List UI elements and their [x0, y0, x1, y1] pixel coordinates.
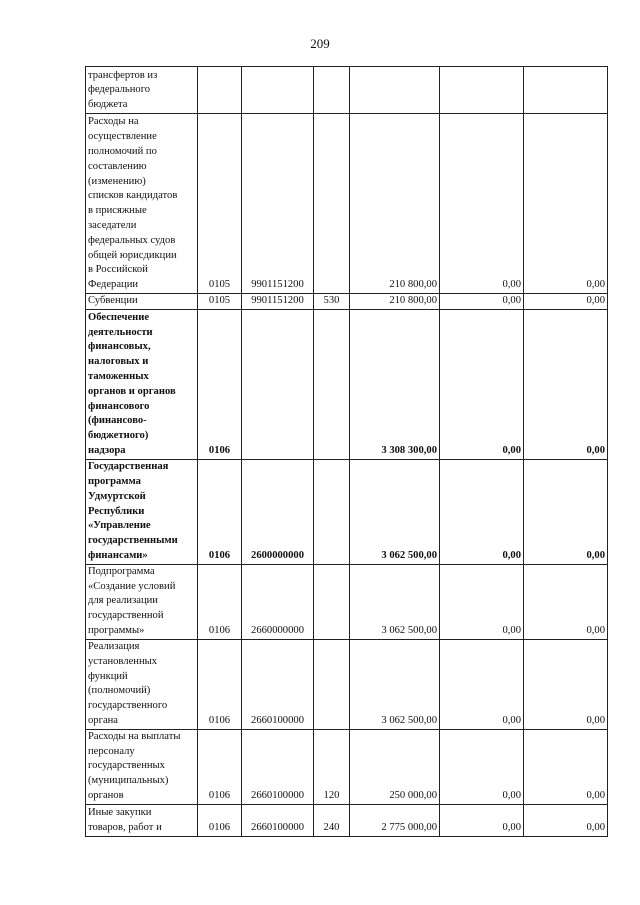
table-row: [86, 804, 608, 836]
amount-3-cell: [524, 67, 608, 114]
target-article-cell: 2660000000: [242, 564, 314, 639]
amount-1-cell: 210 800,00: [350, 294, 440, 310]
section-code-cell: 0105: [198, 114, 242, 294]
amount-1-cell: [350, 67, 440, 114]
expense-type-cell: [314, 309, 350, 459]
amount-2-cell: 0,00: [440, 729, 524, 804]
amount-1-cell: 3 062 500,00: [350, 459, 440, 564]
expense-type-cell: 120: [314, 729, 350, 804]
expense-type-cell: [314, 459, 350, 564]
amount-2-cell: 0,00: [440, 459, 524, 564]
expense-type-cell: [314, 114, 350, 294]
target-article-cell: 2660100000: [242, 804, 314, 836]
table-row: [86, 67, 608, 114]
page-number: 209: [310, 36, 330, 51]
amount-3-cell: 0,00: [524, 804, 608, 836]
table-row: [86, 114, 608, 294]
target-article-cell: 2660100000: [242, 639, 314, 729]
amount-2-cell: 0,00: [440, 564, 524, 639]
expense-name-cell: Иные закупки товаров, работ и: [86, 804, 198, 836]
expense-name-cell: Обеспечение деятельности финансовых, налоговых и таможенных органов и органов финансового (финансово- бюджетного) надзора: [86, 309, 198, 459]
amount-1-cell: 210 800,00: [350, 114, 440, 294]
expense-name-cell: Государственная программа Удмуртской Республики «Управление государственными финансами»: [86, 459, 198, 564]
budget-table: [85, 66, 608, 837]
expense-name-cell: Субвенции: [86, 294, 198, 310]
target-article-cell: [242, 309, 314, 459]
amount-3-cell: 0,00: [524, 114, 608, 294]
expense-type-cell: [314, 639, 350, 729]
section-code-cell: [198, 67, 242, 114]
amount-3-cell: 0,00: [524, 459, 608, 564]
amount-3-cell: 0,00: [524, 639, 608, 729]
expense-type-cell: [314, 67, 350, 114]
amount-2-cell: 0,00: [440, 309, 524, 459]
amount-3-cell: 0,00: [524, 729, 608, 804]
table-row: [86, 729, 608, 804]
amount-1-cell: 3 062 500,00: [350, 639, 440, 729]
amount-2-cell: 0,00: [440, 639, 524, 729]
expense-type-cell: 240: [314, 804, 350, 836]
table-row: [86, 294, 608, 310]
table-row: [86, 459, 608, 564]
amount-2-cell: 0,00: [440, 294, 524, 310]
expense-type-cell: 530: [314, 294, 350, 310]
amount-1-cell: 250 000,00: [350, 729, 440, 804]
section-code-cell: 0106: [198, 459, 242, 564]
section-code-cell: 0106: [198, 804, 242, 836]
section-code-cell: 0105: [198, 294, 242, 310]
expense-name-cell: трансфертов из федерального бюджета: [86, 67, 198, 114]
target-article-cell: 9901151200: [242, 114, 314, 294]
amount-2-cell: [440, 67, 524, 114]
target-article-cell: 9901151200: [242, 294, 314, 310]
target-article-cell: 2660100000: [242, 729, 314, 804]
section-code-cell: 0106: [198, 729, 242, 804]
expense-type-cell: [314, 564, 350, 639]
amount-3-cell: 0,00: [524, 294, 608, 310]
table-row: [86, 309, 608, 459]
table-row: [86, 564, 608, 639]
section-code-cell: 0106: [198, 564, 242, 639]
section-code-cell: 0106: [198, 639, 242, 729]
expense-name-cell: Подпрограмма «Создание условий для реализации государственной программы»: [86, 564, 198, 639]
amount-2-cell: 0,00: [440, 114, 524, 294]
amount-1-cell: 2 775 000,00: [350, 804, 440, 836]
expense-name-cell: Расходы на осуществление полномочий по составлению (изменению) списков кандидатов в присяжные заседатели федеральных судов общей юрисдикции в Российской Федерации: [86, 114, 198, 294]
expense-name-cell: Реализация установленных функций (полномочий) государственного органа: [86, 639, 198, 729]
amount-2-cell: 0,00: [440, 804, 524, 836]
amount-1-cell: 3 062 500,00: [350, 564, 440, 639]
expense-name-cell: Расходы на выплаты персоналу государственных (муниципальных) органов: [86, 729, 198, 804]
section-code-cell: 0106: [198, 309, 242, 459]
target-article-cell: 2600000000: [242, 459, 314, 564]
amount-3-cell: 0,00: [524, 564, 608, 639]
target-article-cell: [242, 67, 314, 114]
table-row: [86, 639, 608, 729]
amount-3-cell: 0,00: [524, 309, 608, 459]
amount-1-cell: 3 308 300,00: [350, 309, 440, 459]
